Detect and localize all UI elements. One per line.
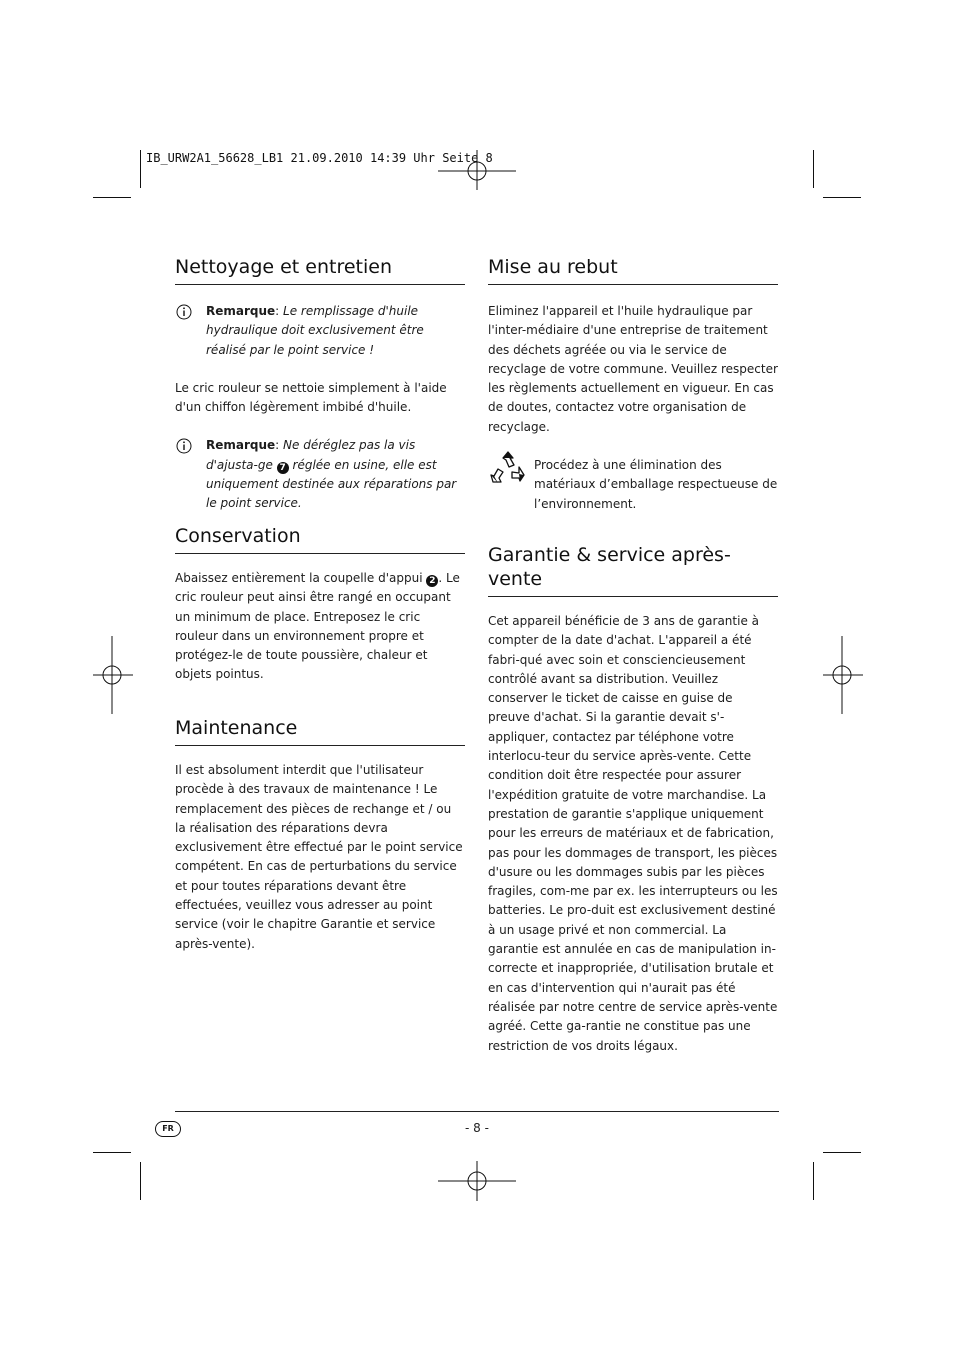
section-title-nettoyage: Nettoyage et entretien [175,255,465,285]
paragraph-garantie: Cet appareil bénéficie de 3 ans de garantie à compter de la date d'achat. L'appareil a été fabri-qué avec soin et consciencieusement contrôlé avant sa distribution. Veuillez conserver le ticket de caisse en guise de preuve d'achat. Si la garantie devait s'-appliquer, contactez par téléphone votre interlocu-teur du service après-vente. Cette condition doit être respectée pour assurer l'expédition gratuite de votre marchandise. La prestation de garantie s'applique uniquement pour les erreurs de matériaux et de fabrication, pas pour les dommages de transport, les pièces d'usure ou les dommages subis par les pièces fragiles, com-me par ex. les interrupteurs ou les batteries. Le pro-duit est exclusivement destiné à un usage privé et non commercial. La garantie est annulée en cas de manipulation in-correcte et inappropriée, d'utilisation brutale et en cas d'intervention qui n'aurait pas été réalisée par notre centre de service après-vente agréé. Cette ga-rantie ne constitue pas une restriction de vos droits légaux. [488,614,778,1053]
recycle-note [488,456,778,514]
text-segment: . Le cric rouleur peut ainsi être rangé en occupant un minimum de place. Entreposez le cric rouleur dans un environnement propre et protégez-le de toute poussière, chaleur et objets pointus. [175,571,460,682]
paragraph-mise-au-rebut: Eliminez l'appareil et l'huile hydraulique par l'inter-médiaire d'une entreprise de traitement des déchets agréée ou via le service de recyclage de votre commune. Veuillez respecter les règlements actuellement en vigueur. En cas de doutes, contactez votre organisation de recyclage. [488,304,778,434]
section-nettoyage [175,255,465,514]
section-title-garantie: Garantie & service après-vente [488,543,778,597]
note-label: Remarque [206,438,276,453]
section-conservation [175,524,465,685]
section-maintenance [175,716,465,954]
recycle-icon [488,450,528,490]
registration-mark-left [93,636,133,714]
part-number-badge: 2 [426,575,438,587]
note-text: Le remplissage d'huile hydraulique doit exclusivement être réalisé par le point service ! [206,304,424,357]
footer-divider [175,1111,779,1112]
note-vis-ajustage: Remarque: Ne déréglez pas la vis d'ajusta-ge 7 réglée en usine, elle est uniquement destinée aux réparations par le point service. [175,436,465,513]
registration-mark-bottom [438,1161,516,1201]
section-mise-au-rebut [488,255,778,514]
section-title-conservation: Conservation [175,524,465,554]
registration-mark-top [438,150,516,190]
recycle-text: Procédez à une élimination des matériaux d’emballage respectueuse de l’environnement. [534,458,778,511]
note-remplissage: Remarque: Le remplissage d'huile hydraulique doit exclusivement être réalisé par le point service ! [175,302,465,360]
note-text-b: réglée en usine, elle est uniquement destinée aux réparations par le point service. [206,457,457,511]
paragraph-conservation [175,569,465,685]
section-garantie [488,543,778,1056]
page-number: - 8 - [465,1121,489,1135]
language-badge: FR [155,1121,181,1137]
print-header: IB_URW2A1_56628_LB1 21.09.2010 14:39 Uhr Seite 8 [146,151,493,165]
part-number-badge: 7 [277,462,289,474]
paragraph-maintenance: Il est absolument interdit que l'utilisateur procède à des travaux de maintenance ! Le remplacement des pièces de rechange et / ou la réalisation des réparations devra exclusivement être effectué par le point service compétent. En cas de perturbations du service et pour toutes réparations devant être effectuées, veuillez vous adresser au point service (voir le chapitre Garantie et service après-vente). [175,763,463,951]
note-text-a: Ne déréglez pas la vis d'ajusta-ge [206,438,416,472]
info-icon [176,438,192,454]
info-icon [176,304,192,320]
text-segment: Abaissez entièrement la coupelle d'appui [175,571,423,585]
note-label: Remarque [206,304,276,318]
section-title-maintenance: Maintenance [175,716,465,746]
registration-mark-right [823,636,863,714]
section-title-mise-au-rebut: Mise au rebut [488,255,778,285]
paragraph-nettoyage: Le cric rouleur se nettoie simplement à l'aide d'un chiffon légèrement imbibé d'huile. [175,380,447,415]
